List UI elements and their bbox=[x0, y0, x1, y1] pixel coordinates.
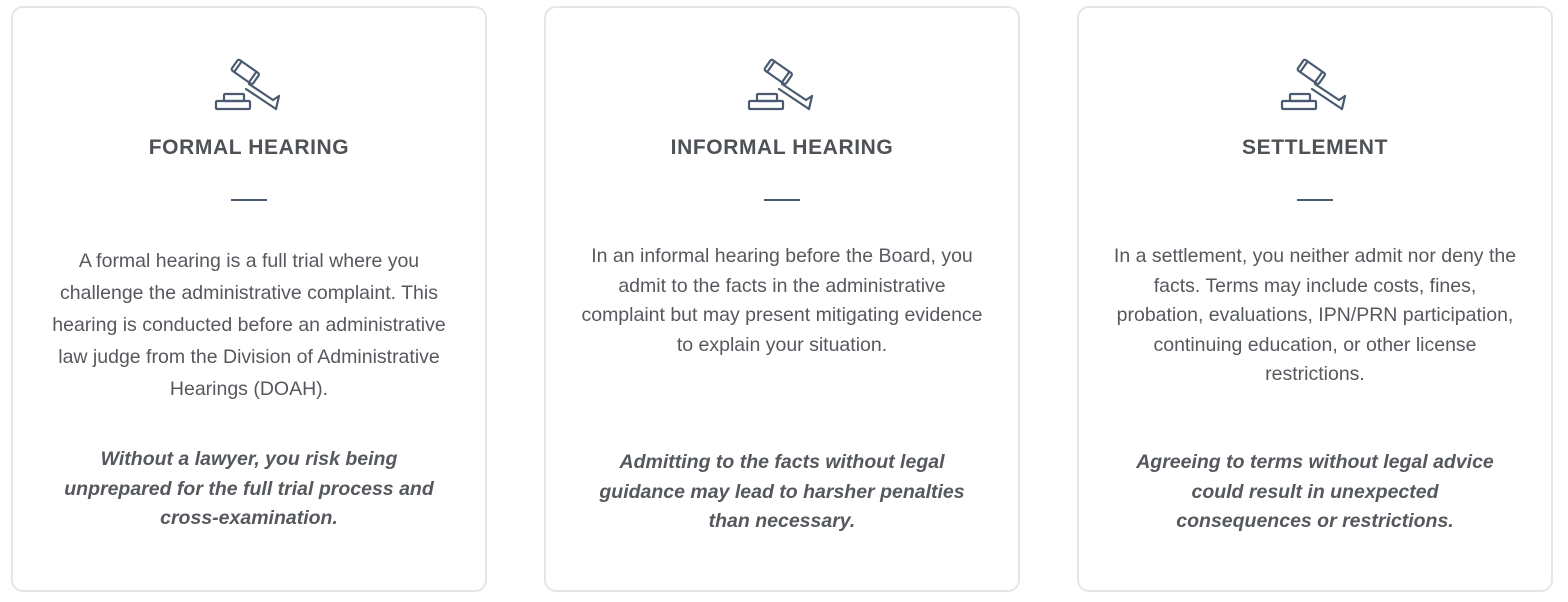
card-description: In a settlement, you neither admit nor deny the facts. Terms may include costs, fines, probation, evaluations, IPN/PRN participation, continuing education, or other license restrictions. bbox=[1113, 245, 1517, 385]
gavel-icon bbox=[213, 56, 285, 114]
card-warning: Without a lawyer, you risk being unprepared for the full trial process and cross-examination. bbox=[64, 448, 434, 529]
title-divider bbox=[764, 199, 800, 201]
card-title: FORMAL HEARING bbox=[148, 136, 350, 159]
card-description: In an informal hearing before the Board, you admit to the facts in the administrative complaint but may present mitigating evidence to explain your situation. bbox=[581, 245, 983, 356]
option-card-formal-hearing bbox=[11, 6, 487, 592]
card-title: INFORMAL HEARING bbox=[670, 136, 894, 159]
gavel-icon bbox=[1279, 56, 1351, 114]
title-divider bbox=[231, 199, 267, 201]
option-card-informal-hearing bbox=[544, 6, 1020, 592]
option-card-settlement bbox=[1077, 6, 1553, 592]
title-divider bbox=[1297, 199, 1333, 201]
card-description: A formal hearing is a full trial where you challenge the administrative complaint. This hearing is conducted before an administrative law judge from the Division of Administrative Hearings (DOAH). bbox=[52, 250, 446, 400]
card-warning: Agreeing to terms without legal advice could result in unexpected consequences or restrictions. bbox=[1136, 451, 1494, 532]
card-warning: Admitting to the facts without legal guidance may lead to harsher penalties than necessary. bbox=[599, 451, 965, 532]
card-title: SETTLEMENT bbox=[1242, 136, 1388, 159]
gavel-icon bbox=[746, 56, 818, 114]
